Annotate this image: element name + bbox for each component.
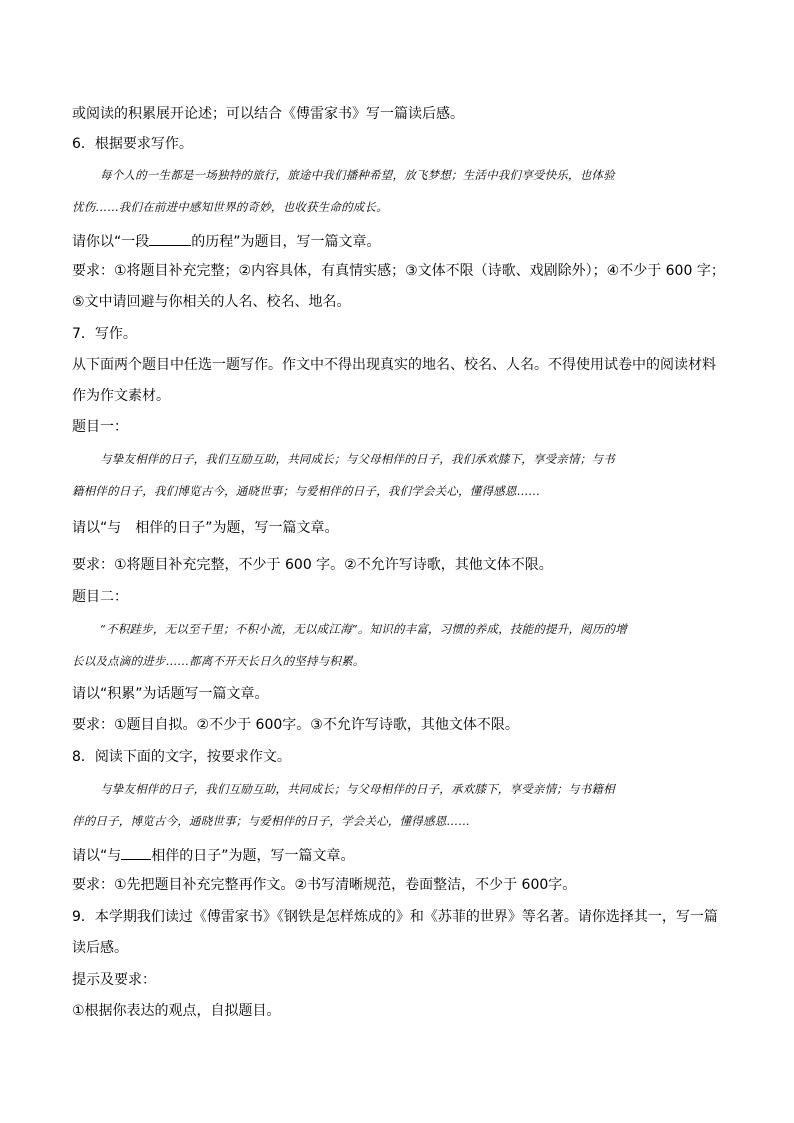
question-7-topic-1-prompt: 请以“与 相伴的日子”为题，写一篇文章。 <box>72 520 339 536</box>
question-7-topic-2-quote: “不积跬步，无以至千里；不积小流，无以成江海”。知识的丰富，习惯的养成，技能的提升，阅历的增 <box>100 622 627 636</box>
question-8-title: 8．阅读下面的文字，按要求作文。 <box>72 749 291 765</box>
question-6-requirements: 要求：①将题目补充完整；②内容具体，有真情实感；③文体不限（诗歌、戏剧除外）；④不少于 600 字； <box>72 263 725 279</box>
fill-blank <box>149 231 191 246</box>
question-7-topic-2-label: 题目二： <box>72 589 128 605</box>
question-9-title: 读后感。 <box>72 940 128 956</box>
question-6-requirements: ⑤文中请回避与你相关的人名、校名、地名。 <box>72 294 351 310</box>
question-6-quote: 忧伤……我们在前进中感知世界的奇妙，也收获生命的成长。 <box>72 200 388 214</box>
question-8-requirements: 要求：①先把题目补充完整再作文。②书写清晰规范，卷面整洁，不少于 600字。 <box>72 877 577 893</box>
text-line: 或阅读的积累展开论述；可以结合《傅雷家书》写一篇读后感。 <box>72 106 464 122</box>
question-7-title: 7．写作。 <box>72 326 137 342</box>
question-7-intro: 从下面两个题目中任选一题写作。作文中不得出现真实的地名、校名、人名。不得使用试卷中的阅读材料 <box>72 357 716 373</box>
question-6-prompt: 请你以“一段 的历程”为题目，写一篇文章。 <box>72 231 728 251</box>
question-7-topic-2-prompt: 请以“积累”为话题写一篇文章。 <box>72 686 269 702</box>
question-6-title: 6．根据要求写作。 <box>72 136 193 152</box>
question-7-topic-2-quote: 长以及点滴的进步……都离不开天长日久的坚持与积累。 <box>72 654 365 668</box>
question-7-topic-1-label: 题目一： <box>72 419 128 435</box>
question-8-prompt: 请以“与 相伴的日子”为题，写一篇文章。 <box>72 845 728 865</box>
question-7-topic-1-quote: 与挚友相伴的日子，我们互励互助，共同成长；与父母相伴的日子，我们承欢膝下，享受亲情；与书 <box>100 452 615 466</box>
question-7-topic-1-quote: 籍相伴的日子，我们博览古今，通晓世事；与爱相伴的日子，我们学会关心，懂得感恩…… <box>72 484 540 498</box>
fill-blank <box>121 845 151 860</box>
question-9-title: 9．本学期我们读过《傅雷家书》《钢铁是怎样炼成的》和《苏菲的世界》等名著。请你选择其一，写一篇 <box>72 909 718 925</box>
question-8-quote: 伴的日子，博览古今，通晓世事；与爱相伴的日子，学会关心，懂得感恩…… <box>72 814 470 828</box>
question-6-quote: 每个人的一生都是一场独特的旅行，旅途中我们播种希望，放飞梦想；生活中我们享受快乐，也体验 <box>100 168 615 182</box>
question-7-topic-2-requirements: 要求：①题目自拟。②不少于 600字。③不允许写诗歌，其他文体不限。 <box>72 717 519 733</box>
question-9-hint-label: 提示及要求： <box>72 972 156 988</box>
question-8-quote: 与挚友相伴的日子，我们互励互助，共同成长；与父母相伴的日子，承欢膝下，享受亲情；与书籍相 <box>100 782 615 796</box>
question-7-topic-1-requirements: 要求：①将题目补充完整，不少于 600 字。②不允许写诗歌，其他文体不限。 <box>72 557 553 573</box>
question-7-intro: 作为作文素材。 <box>72 388 170 404</box>
question-9-requirement: ①根据你表达的观点，自拟题目。 <box>72 1003 281 1019</box>
